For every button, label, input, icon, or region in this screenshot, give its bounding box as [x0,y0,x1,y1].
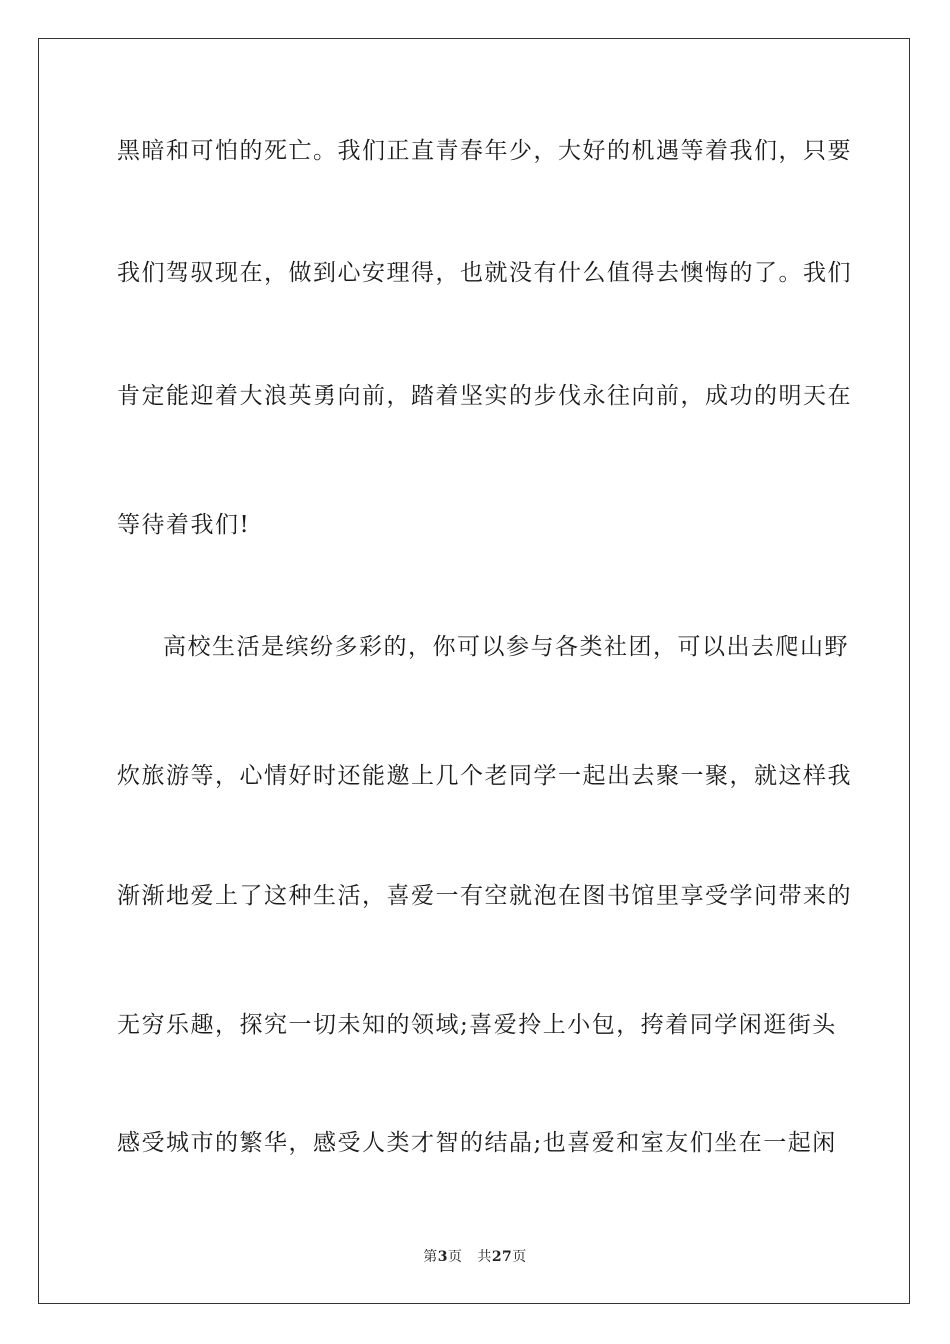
page-suffix: 页 [447,1249,463,1265]
page-prefix: 第 [423,1249,438,1265]
page-border [38,38,910,1304]
paragraph-line-5: 高校生活是缤纷多彩的，你可以参与各类社团，可以出去爬山野 [163,634,849,660]
page-number: 3 [437,1249,448,1265]
total-suffix: 页 [512,1249,527,1265]
page-footer [0,1248,950,1266]
paragraph-line-4: 等待着我们! [117,512,251,538]
paragraph-line-3: 肯定能迎着大浪英勇向前，踏着坚实的步伐永往向前，成功的明天在 [117,383,852,409]
paragraph-line-7: 渐渐地爱上了这种生活，喜爱一有空就泡在图书馆里享受学问带来的 [117,883,852,909]
total-prefix: 共 [477,1249,492,1265]
paragraph-line-8: 无穷乐趣，探究一切未知的领域;喜爱拎上小包，挎着同学闲逛街头 [117,1012,837,1038]
paragraph-line-1: 黑暗和可怕的死亡。我们正直青春年少，大好的机遇等着我们，只要 [117,138,852,164]
total-pages: 27 [491,1249,513,1265]
paragraph-line-2: 我们驾驭现在，做到心安理得，也就没有什么值得去懊悔的了。我们 [117,260,852,286]
paragraph-line-6: 炊旅游等，心情好时还能邀上几个老同学一起出去聚一聚，就这样我 [117,763,852,789]
paragraph-line-9: 感受城市的繁华，感受人类才智的结晶;也喜爱和室友们坐在一起闲 [117,1130,837,1156]
